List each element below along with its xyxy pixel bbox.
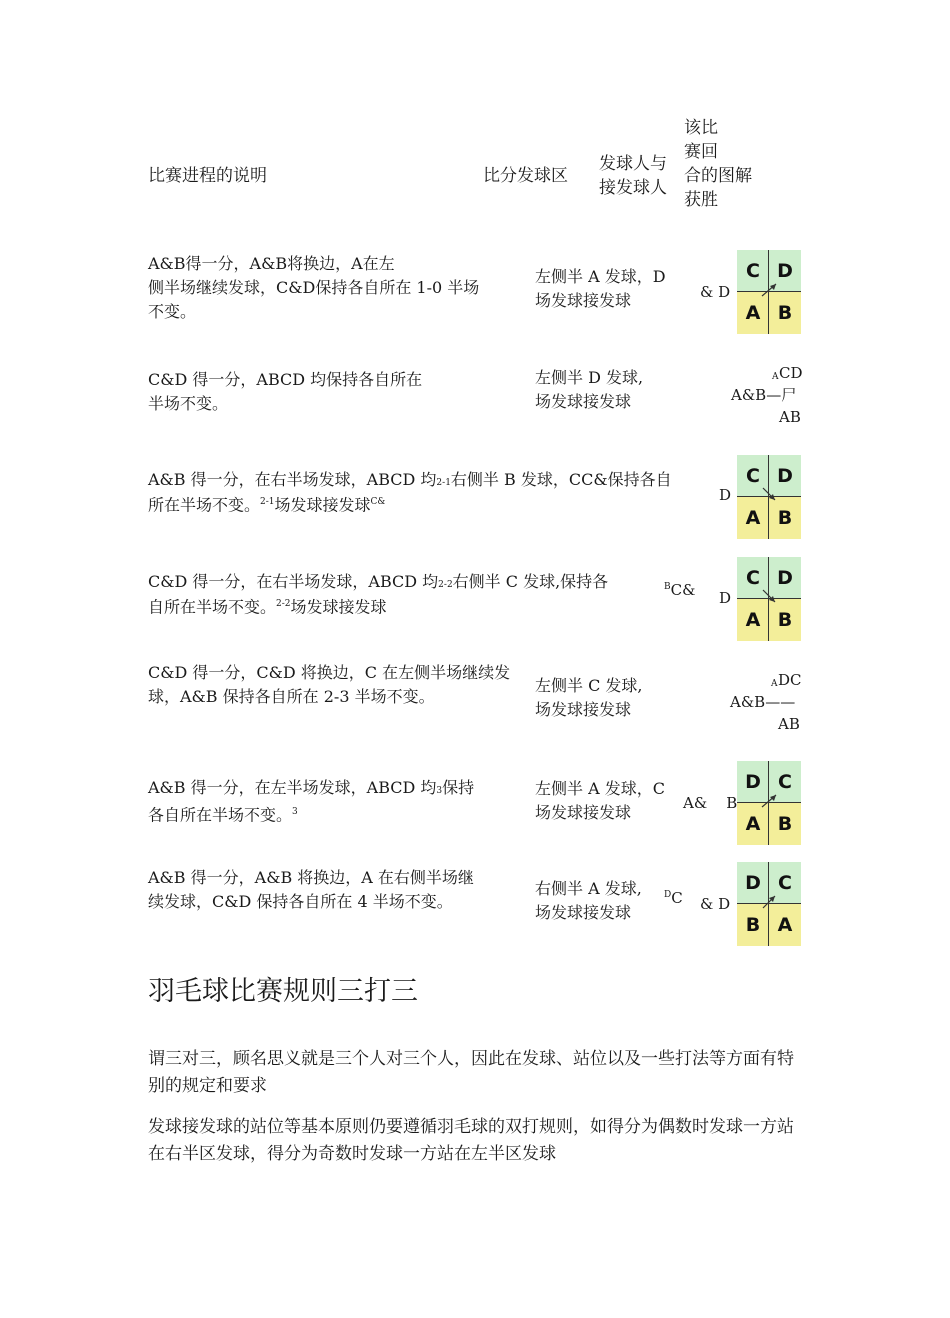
desc-text: 所在半场不变。	[148, 495, 261, 515]
desc-sub: 3	[436, 786, 443, 796]
row-serve: 场发球接发球	[535, 392, 632, 411]
header-diagram-l2: 赛回	[684, 142, 718, 162]
section-title: 羽毛球比赛规则三打三	[148, 976, 418, 1007]
desc-text: 保持	[442, 778, 475, 797]
row-desc: 侧半场继续发球，C&D保持各自所在 1-0 半场	[148, 278, 480, 297]
court-player: D	[777, 465, 793, 487]
row-desc: 不变。	[148, 302, 197, 321]
header-diagram-l3: 合的图解	[684, 166, 752, 186]
court-player: B	[745, 914, 761, 936]
row-winner: & D	[700, 895, 731, 913]
header-server-l2: 接发球人	[599, 178, 667, 198]
side-sup: B	[664, 582, 671, 592]
row-side-note	[664, 576, 695, 601]
court-player: A	[745, 302, 761, 324]
diagram-mid: A&B——	[730, 693, 796, 711]
row-desc	[148, 592, 387, 619]
court-player: B	[777, 507, 793, 529]
header-score-area: 比分发球区	[483, 166, 568, 186]
serve-arrow-icon	[737, 250, 801, 334]
row-desc: 球，A&B 保持各自所在 2-3 半场不变。	[148, 687, 435, 706]
court-player: C	[746, 465, 760, 487]
row-serve: 左侧半 A 发球，C	[535, 779, 665, 798]
court-player: D	[777, 260, 793, 282]
desc-sup: 3	[292, 807, 298, 817]
row-desc: 续发球，C&D 保持各自所在 4 半场不变。	[148, 892, 453, 911]
paragraph: 发球接发球的站位等基本原则仍要遵循羽毛球的双打规则，如得分为偶数时发球一方站在右半区发球，得分为奇数时发球一方站在左半区发球	[148, 1117, 794, 1164]
serve-arrow-icon	[737, 761, 801, 845]
side-text: C	[671, 889, 683, 907]
diagram-bottom: AB	[779, 408, 801, 426]
header-diagram-l4: 获胜	[684, 190, 718, 210]
court-player: C	[778, 771, 792, 793]
desc-text: 场发球接发球	[274, 495, 371, 515]
row-serve: 左侧半 D 发球,	[535, 368, 644, 387]
side-text: C&	[670, 581, 696, 599]
court-player: B	[777, 813, 793, 835]
serve-arrow-icon	[737, 557, 801, 641]
court-player: B	[777, 609, 793, 631]
diagram-top: CD	[779, 364, 803, 382]
row-desc: A&B 得一分，A&B 将换边，A 在右侧半场继	[148, 868, 474, 887]
desc-text: C&D 得一分，在右半场发球，ABCD 均	[148, 572, 439, 591]
diagram-bottom: AB	[778, 715, 800, 733]
row-desc	[148, 800, 298, 827]
row-winner: & D	[700, 283, 731, 301]
court-diagram	[737, 250, 801, 334]
paragraph: 谓三对三，顾名思义就是三个人对三个人，因此在发球、站位以及一些打法等方面有特别的规定和要求	[148, 1049, 794, 1096]
court-player: D	[777, 567, 793, 589]
desc-text: A&B 得一分，在右半场发球，ABCD 均	[148, 470, 437, 489]
desc-text: 右侧半 B 发球，CC&保持各自	[450, 470, 672, 489]
desc-sup: C&	[370, 497, 386, 507]
court-player: A	[745, 609, 761, 631]
serve-arrow-icon	[737, 862, 801, 946]
diagram-sup: A	[772, 372, 779, 382]
court-diagram	[737, 761, 801, 845]
diagram-sup: A	[771, 679, 778, 689]
row-desc: C&D 得一分，ABCD 均保持各自所在	[148, 370, 423, 389]
row-desc: C&D 得一分，C&D 将换边，C 在左侧半场继续发	[148, 663, 511, 682]
desc-sub: 2-2	[438, 580, 453, 590]
row-serve: 场发球接发球	[535, 803, 632, 822]
row-winner: D	[719, 589, 732, 607]
desc-text: 自所在半场不变。	[148, 597, 277, 617]
desc-sup: 2-2	[276, 599, 291, 609]
court-diagram	[737, 557, 801, 641]
row-desc: A&B得一分，A&B将换边，A在左	[148, 254, 395, 273]
desc-text: 各自所在半场不变。	[148, 805, 293, 825]
court-player: A	[745, 813, 761, 835]
serve-arrow-icon	[737, 455, 801, 539]
diagram-top: DC	[778, 671, 802, 689]
header-diagram-l1: 该比	[684, 118, 718, 138]
court-player: C	[778, 872, 792, 894]
side-sup: D	[664, 890, 672, 900]
desc-sup: 2-1	[260, 497, 275, 507]
header-server-l1: 发球人与	[599, 154, 667, 174]
court-player: A	[777, 914, 793, 936]
desc-sub: 2-1	[436, 478, 451, 488]
row-serve: 场发球接发球	[535, 700, 632, 719]
court-player: C	[746, 567, 760, 589]
court-player: C	[746, 260, 760, 282]
diagram-mid: A&B—尸	[731, 386, 797, 404]
row-serve: 场发球接发球	[535, 291, 632, 310]
desc-text: A&B 得一分，在左半场发球，ABCD 均	[148, 778, 437, 797]
header-description: 比赛进程的说明	[148, 166, 267, 186]
court-player: D	[745, 771, 761, 793]
court-player: A	[745, 507, 761, 529]
court-player: D	[745, 872, 761, 894]
row-desc	[148, 776, 474, 803]
row-winner: D	[719, 486, 732, 504]
row-desc	[148, 490, 385, 517]
court-player: B	[777, 302, 793, 324]
row-serve: 场发球接发球	[535, 903, 632, 922]
row-side-note	[664, 884, 683, 909]
court-diagram	[737, 455, 801, 539]
row-serve: 左侧半 C 发球,	[535, 676, 643, 695]
court-diagram	[737, 862, 801, 946]
row-serve: 左侧半 A 发球，D	[535, 267, 666, 286]
desc-text: 右侧半 C 发球,保持各	[452, 572, 609, 591]
row-serve: 右侧半 A 发球,	[535, 879, 642, 898]
desc-text: 场发球接发球	[290, 597, 387, 617]
row-winner: A& B	[683, 794, 738, 812]
row-desc: 半场不变。	[148, 394, 229, 413]
